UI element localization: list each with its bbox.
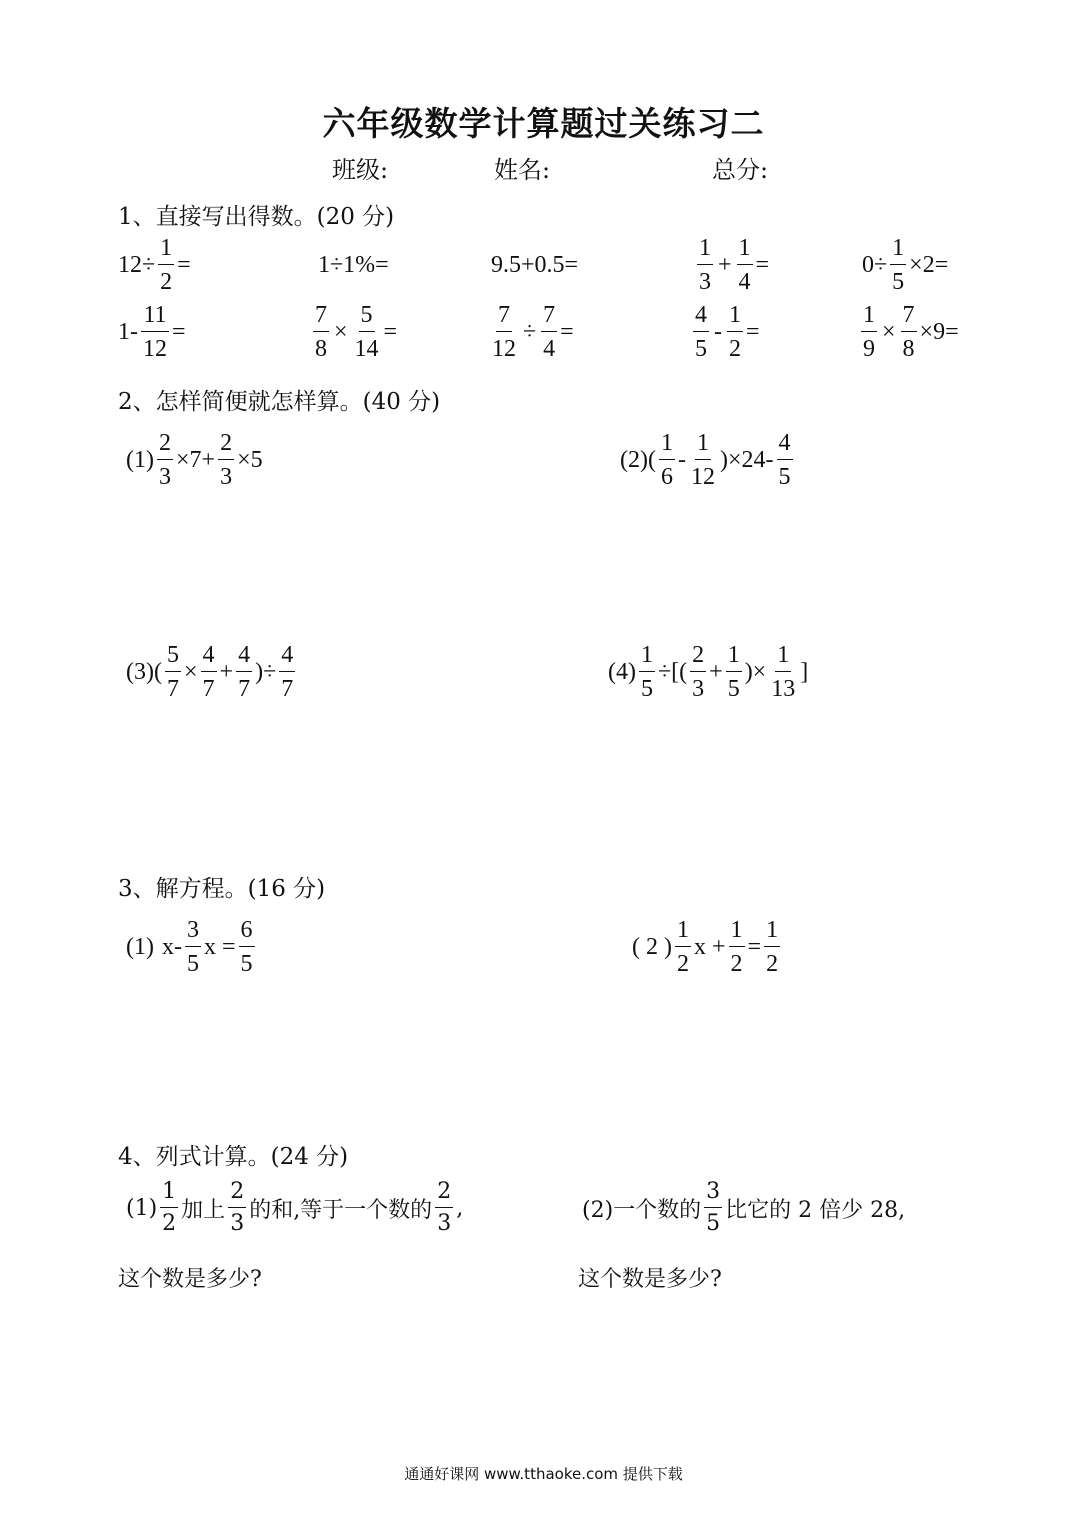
expr-text: 9.5+0.5= — [491, 251, 579, 278]
class-label: 班级: — [332, 156, 389, 184]
expr-text: 0÷ — [862, 251, 888, 278]
problem-1-6 — [118, 296, 186, 368]
fraction: $\frac{2}{3}$ — [220, 430, 233, 490]
fraction: $\frac{4}{5}$ — [695, 302, 707, 362]
fraction: $\frac{2}{3}$ — [437, 1179, 452, 1236]
section-1-heading: 1、直接写出得数。(20 分) — [118, 204, 395, 230]
expr-text: x + — [693, 933, 726, 960]
word-problem-4-1-question: 这个数是多少? — [118, 1267, 262, 1292]
problem-1-3 — [491, 229, 578, 301]
expr-text: = — [755, 251, 770, 278]
expr-text: - — [677, 446, 686, 473]
fraction: $\frac{1}{3}$ — [699, 235, 711, 295]
operator: ÷ — [523, 318, 537, 345]
expr-text: ÷[( — [657, 658, 688, 685]
expr-text: = — [383, 318, 398, 345]
fraction: $\frac{4}{7}$ — [281, 642, 294, 702]
problem-label: (2)( — [620, 446, 656, 473]
expr-text: ×2= — [909, 251, 949, 278]
problem-2-3 — [126, 636, 298, 708]
fraction: $\frac{3}{5}$ — [186, 917, 199, 977]
fraction: $\frac{4}{7}$ — [238, 642, 251, 702]
expr-text: 比它的 2 倍少 28, — [725, 1197, 906, 1223]
operator: - — [714, 318, 722, 345]
expr-text: ×5 — [237, 446, 263, 473]
fraction: $\frac{3}{5}$ — [706, 1179, 721, 1236]
fraction: $\frac{7}{12}$ — [492, 302, 516, 362]
expr-text: , — [456, 1195, 464, 1221]
fraction: $\frac{1}{2}$ — [160, 235, 173, 295]
fraction: $\frac{5}{14}$ — [354, 302, 379, 362]
expr-text: = — [560, 318, 574, 345]
fraction: $\frac{2}{3}$ — [692, 642, 705, 702]
problem-2-4 — [608, 636, 808, 708]
expr-text: 12÷ — [118, 251, 156, 278]
fraction: $\frac{1}{2}$ — [729, 302, 741, 362]
section-3-heading: 3、解方程。(16 分) — [118, 876, 326, 902]
problem-1-10 — [858, 296, 959, 368]
fraction: $\frac{4}{5}$ — [778, 430, 791, 490]
problem-1-4 — [694, 229, 769, 301]
fraction: $\frac{2}{3}$ — [158, 430, 171, 490]
expr-text: = — [172, 318, 186, 345]
expr-text: )÷ — [255, 658, 277, 685]
fraction: $\frac{7}{4}$ — [543, 302, 556, 362]
problem-label: ( 2 ) — [632, 933, 672, 960]
fraction: $\frac{1}{2}$ — [676, 917, 689, 977]
problem-label: (1) — [126, 446, 154, 473]
equation-3-2 — [632, 911, 783, 983]
word-problem-4-2-question: 这个数是多少? — [578, 1267, 722, 1292]
fraction: $\frac{2}{3}$ — [230, 1179, 245, 1236]
problem-label: (4) — [608, 658, 636, 685]
fraction: $\frac{7}{8}$ — [902, 302, 915, 362]
expr-text: )×24- — [719, 446, 774, 473]
expr-text: = — [177, 251, 191, 278]
equation-3-1 — [126, 911, 258, 983]
expr-text: 的和,等于一个数的 — [249, 1197, 433, 1223]
expr-text: 1÷1%= — [318, 251, 389, 278]
problem-1-9 — [690, 296, 760, 368]
fraction: $\frac{1}{13}$ — [771, 642, 796, 702]
expr-text: 加上 — [181, 1197, 226, 1223]
problem-1-1 — [118, 229, 191, 301]
fraction: $\frac{11}{12}$ — [143, 302, 167, 362]
expr-text: x = — [203, 933, 236, 960]
expr-text: = — [746, 318, 760, 345]
problem-2-2 — [620, 424, 796, 496]
expr-text: ×7+ — [175, 446, 216, 473]
operator: + — [718, 251, 732, 278]
expr-text: = — [747, 933, 762, 960]
problem-label: (2)一个数的 — [582, 1197, 702, 1223]
problem-1-8 — [487, 296, 574, 368]
fraction: $\frac{1}{12}$ — [690, 430, 715, 490]
problem-label: (1) — [126, 933, 154, 960]
footer-credit: 通通好课网 www.tthaoke.com 提供下载 — [404, 1465, 683, 1483]
expr-text: + — [219, 658, 234, 685]
fraction: $\frac{1}{2}$ — [766, 917, 779, 977]
expr-text: )× — [744, 658, 767, 685]
word-problem-4-2 — [582, 1172, 905, 1244]
score-label: 总分: — [712, 156, 769, 184]
expr-text: × — [183, 658, 198, 685]
expr-text: 1- — [118, 318, 138, 345]
fraction: $\frac{5}{7}$ — [166, 642, 179, 702]
problem-1-7 — [310, 296, 397, 368]
operator: × — [334, 318, 348, 345]
fraction: $\frac{7}{8}$ — [315, 302, 327, 362]
fraction: $\frac{1}{5}$ — [892, 235, 905, 295]
section-4-heading: 4、列式计算。(24 分) — [118, 1144, 349, 1170]
problem-label: (3)( — [126, 658, 162, 685]
problem-label: (1) — [126, 1195, 158, 1221]
fraction: $\frac{6}{5}$ — [240, 917, 253, 977]
problem-1-2 — [318, 229, 389, 301]
section-2-heading: 2、怎样简便就怎样算。(40 分) — [118, 389, 441, 415]
fraction: $\frac{1}{5}$ — [640, 642, 653, 702]
fraction: $\frac{1}{2}$ — [162, 1179, 177, 1236]
fraction: $\frac{1}{5}$ — [727, 642, 740, 702]
fraction: $\frac{4}{7}$ — [202, 642, 215, 702]
expr-text: x- — [161, 933, 182, 960]
name-label: 姓名: — [494, 156, 551, 184]
fraction: $\frac{1}{4}$ — [738, 235, 751, 295]
expr-text: ] — [800, 658, 809, 685]
expr-text: ×9= — [919, 318, 959, 345]
fraction: $\frac{1}{6}$ — [660, 430, 673, 490]
page-title: 六年级数学计算题过关练习二 — [322, 104, 765, 143]
expr-text: + — [709, 658, 723, 685]
problem-2-1 — [126, 424, 263, 496]
operator: × — [882, 318, 896, 345]
problem-1-5 — [862, 229, 948, 301]
word-problem-4-1 — [126, 1172, 463, 1244]
fraction: $\frac{1}{2}$ — [730, 917, 743, 977]
fraction: $\frac{1}{9}$ — [863, 302, 875, 362]
